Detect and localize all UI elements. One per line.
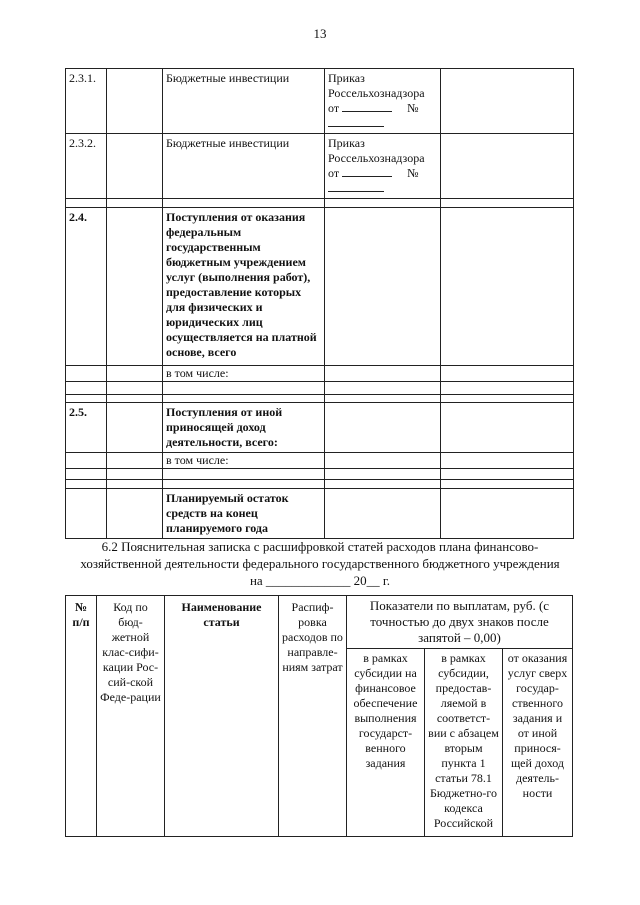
col-code-header: Код по бюд-жетной клас-сифи-кации Рос-сий-ской Феде-рации <box>97 596 165 837</box>
order-reference: Приказ Россельхознадзора от № <box>325 69 441 134</box>
expenses-table <box>65 595 573 837</box>
table-row <box>66 489 574 539</box>
including-label: в том числе: <box>163 366 325 382</box>
row-name: Бюджетные инвестиции <box>163 69 325 134</box>
row-number: 2.5. <box>66 403 107 453</box>
col-indicators-header: Показатели по выплатам, руб. (с точностью до двух знаков после запятой – 0,00) <box>347 596 573 649</box>
sub-col-state-task: в рамках субсидии на финансовое обеспечение выполнения государст-венного задания <box>347 649 425 837</box>
table-row <box>66 403 574 453</box>
table-row <box>66 69 574 134</box>
row-number: 2.3.2. <box>66 134 107 199</box>
table-row <box>66 453 574 469</box>
including-label: в том числе: <box>163 453 325 469</box>
col-no-header: № п/п <box>66 596 97 837</box>
section-caption: 6.2 Пояснительная записка с расшифровкой статей расходов плана финансово- хозяйственной деятельности федерального государственного бюджетного учреждения на _____________ 20__ г. <box>80 539 560 588</box>
page-number: 13 <box>313 26 327 41</box>
financial-plan-table <box>65 68 574 539</box>
table-header-row <box>66 596 573 649</box>
table-row <box>66 366 574 382</box>
order-reference: Приказ Россельхознадзора от № <box>325 134 441 199</box>
sub-col-subsidy: в рамках субсидии, предостав-ляемой в соответст-вии с абзацем вторым пункта 1 статьи 78.1 Бюджетно-го кодекса Российской <box>425 649 503 837</box>
row-number: 2.4. <box>66 208 107 366</box>
table-row <box>66 134 574 199</box>
row-name: Бюджетные инвестиции <box>163 134 325 199</box>
col-decode-header: Распиф-ровка расходов по направле-ниям затрат <box>279 596 347 837</box>
row-name: Поступления от иной приносящей доход деятельности, всего: <box>163 403 325 453</box>
row-name: Планируемый остаток средств на конец планируемого года <box>163 489 325 539</box>
table-row <box>66 208 574 366</box>
row-number: 2.3.1. <box>66 69 107 134</box>
row-name: Поступления от оказания федеральным государственным бюджетным учреждением услуг (выполнения работ), предоставление которых для физических и юридических лиц осуществляется на платной основе, всего <box>163 208 325 366</box>
sub-col-paid-services: от оказания услуг сверх государ-ственного задания и от иной принося-щей доход деятель-ности <box>503 649 573 837</box>
col-name-header: Наименование статьи <box>165 596 279 837</box>
